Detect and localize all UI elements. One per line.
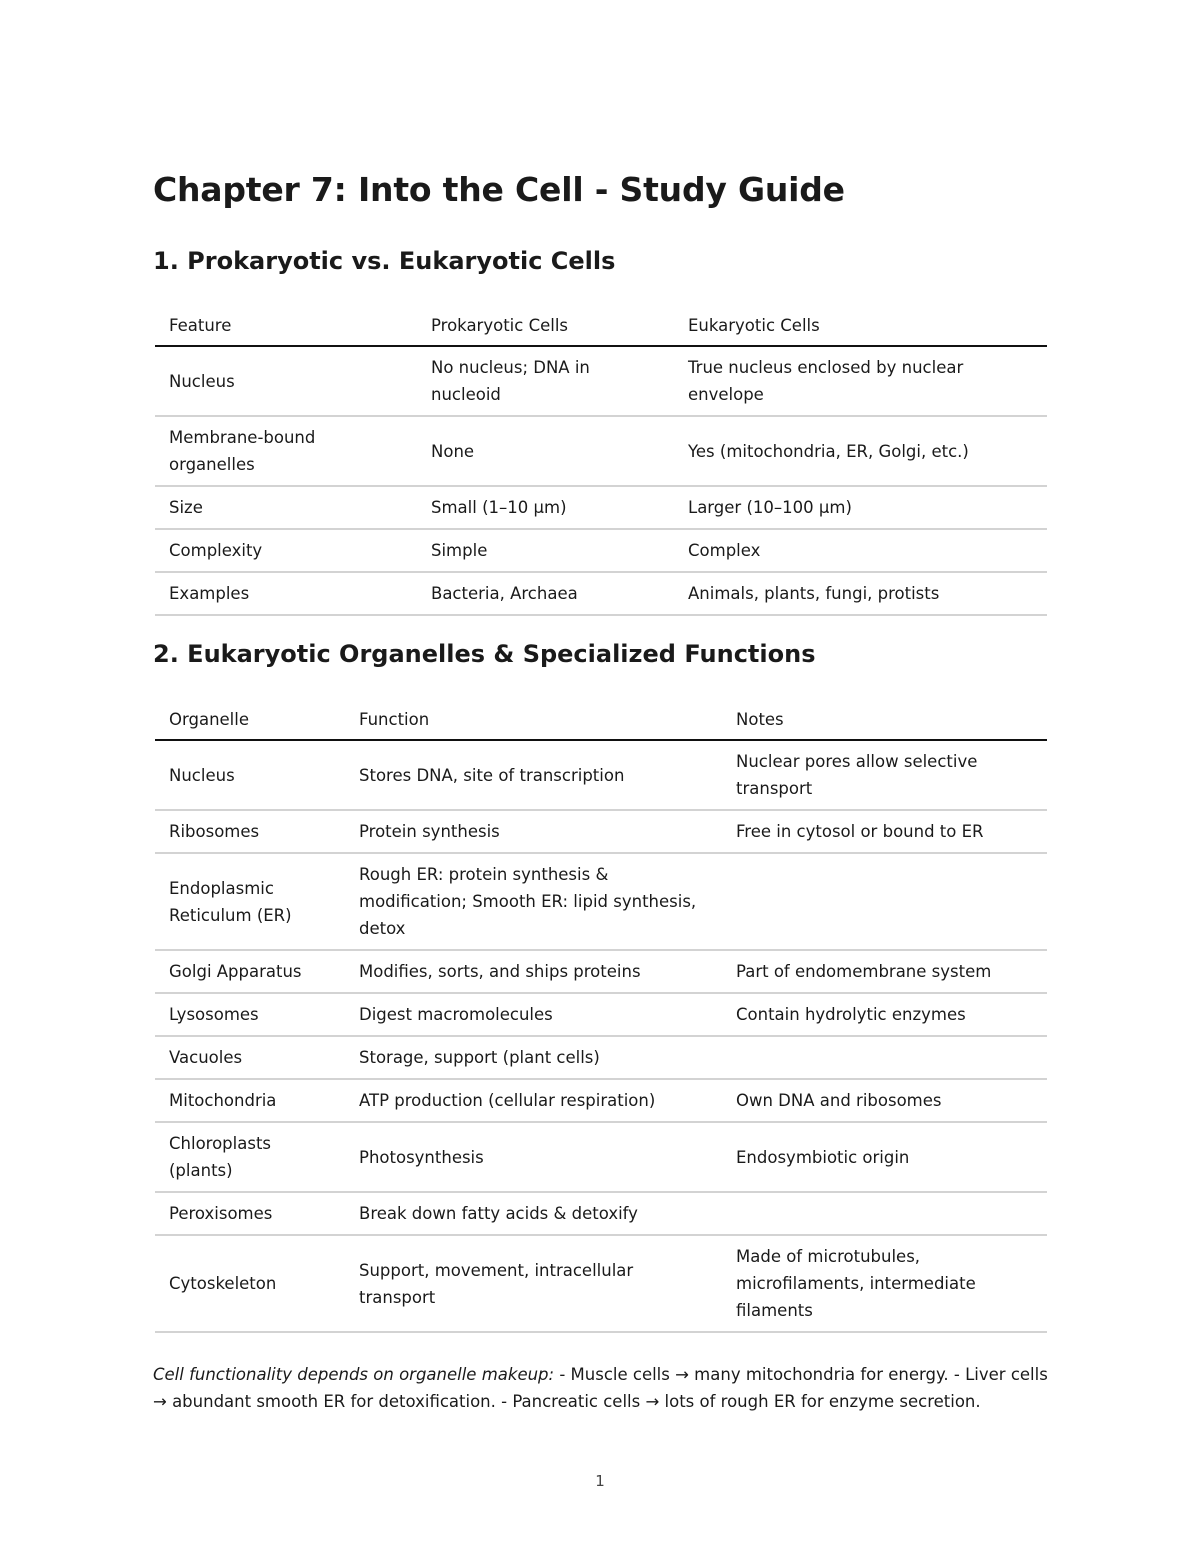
prokaryotic-eukaryotic-table: [155, 308, 1047, 616]
table-header-row: [155, 308, 1047, 346]
table-cell: Free in cytosol or bound to ER: [722, 810, 1047, 853]
table-cell: Examples: [155, 572, 417, 615]
table-row: [155, 1036, 1047, 1079]
table-cell: Storage, support (plant cells): [345, 1036, 722, 1079]
table-cell: Size: [155, 486, 417, 529]
section-2-heading: 2. Eukaryotic Organelles & Specialized Functions: [153, 640, 816, 668]
table-cell: Complex: [674, 529, 1047, 572]
table-cell: [722, 853, 1047, 950]
table-row: [155, 1079, 1047, 1122]
table-cell: [722, 1036, 1047, 1079]
column-header: Organelle: [155, 702, 345, 740]
summary-note: [153, 1361, 1053, 1415]
table-row: [155, 1192, 1047, 1235]
table-cell: Small (1–10 µm): [417, 486, 674, 529]
table-cell: Vacuoles: [155, 1036, 345, 1079]
table-row: [155, 346, 1047, 416]
table-cell: Bacteria, Archaea: [417, 572, 674, 615]
table-cell: Nucleus: [155, 740, 345, 810]
table-cell: Complexity: [155, 529, 417, 572]
page-title: Chapter 7: Into the Cell - Study Guide: [153, 170, 845, 209]
table-row: [155, 529, 1047, 572]
table-header-row: [155, 702, 1047, 740]
table-cell: Golgi Apparatus: [155, 950, 345, 993]
table-cell: Endoplasmic Reticulum (ER): [155, 853, 345, 950]
summary-note-body: - Muscle cells → many mitochondria for energy. - Liver cells → abundant smooth ER for detoxification. - Pancreatic cells → lots of rough ER for enzyme secretion.: [153, 1364, 1048, 1411]
table-row: [155, 993, 1047, 1036]
table-cell: None: [417, 416, 674, 486]
table-cell: No nucleus; DNA in nucleoid: [417, 346, 674, 416]
table-cell: Peroxisomes: [155, 1192, 345, 1235]
table-cell: Digest macromolecules: [345, 993, 722, 1036]
table-row: [155, 572, 1047, 615]
table-cell: Simple: [417, 529, 674, 572]
table-cell: True nucleus enclosed by nuclear envelope: [674, 346, 1047, 416]
table-cell: Membrane-bound organelles: [155, 416, 417, 486]
table-cell: Rough ER: protein synthesis & modification; Smooth ER: lipid synthesis, detox: [345, 853, 722, 950]
table-cell: Photosynthesis: [345, 1122, 722, 1192]
table-cell: Made of microtubules, microfilaments, intermediate filaments: [722, 1235, 1047, 1332]
section-1-heading: 1. Prokaryotic vs. Eukaryotic Cells: [153, 247, 616, 275]
table-cell: Larger (10–100 µm): [674, 486, 1047, 529]
table-cell: Ribosomes: [155, 810, 345, 853]
table-cell: Stores DNA, site of transcription: [345, 740, 722, 810]
table-row: [155, 486, 1047, 529]
table-cell: Endosymbiotic origin: [722, 1122, 1047, 1192]
table-row: [155, 740, 1047, 810]
table-cell: [722, 1192, 1047, 1235]
table-cell: Lysosomes: [155, 993, 345, 1036]
table-cell: Mitochondria: [155, 1079, 345, 1122]
table-cell: Support, movement, intracellular transport: [345, 1235, 722, 1332]
table-cell: Chloroplasts (plants): [155, 1122, 345, 1192]
table-row: [155, 950, 1047, 993]
table-cell: Contain hydrolytic enzymes: [722, 993, 1047, 1036]
column-header: Prokaryotic Cells: [417, 308, 674, 346]
column-header: Eukaryotic Cells: [674, 308, 1047, 346]
table-row: [155, 1235, 1047, 1332]
column-header: Function: [345, 702, 722, 740]
table-cell: Nuclear pores allow selective transport: [722, 740, 1047, 810]
summary-note-lead: Cell functionality depends on organelle makeup:: [153, 1364, 555, 1384]
table-row: [155, 853, 1047, 950]
table-cell: Nucleus: [155, 346, 417, 416]
table-row: [155, 1122, 1047, 1192]
table-cell: Modifies, sorts, and ships proteins: [345, 950, 722, 993]
table-row: [155, 416, 1047, 486]
table-cell: Yes (mitochondria, ER, Golgi, etc.): [674, 416, 1047, 486]
column-header: Feature: [155, 308, 417, 346]
table-cell: Animals, plants, fungi, protists: [674, 572, 1047, 615]
table-cell: Part of endomembrane system: [722, 950, 1047, 993]
column-header: Notes: [722, 702, 1047, 740]
table-cell: Protein synthesis: [345, 810, 722, 853]
page-number: 1: [595, 1472, 605, 1490]
table-cell: Own DNA and ribosomes: [722, 1079, 1047, 1122]
table-cell: Break down fatty acids & detoxify: [345, 1192, 722, 1235]
table-cell: ATP production (cellular respiration): [345, 1079, 722, 1122]
table-cell: Cytoskeleton: [155, 1235, 345, 1332]
table-row: [155, 810, 1047, 853]
organelles-table: [155, 702, 1047, 1333]
